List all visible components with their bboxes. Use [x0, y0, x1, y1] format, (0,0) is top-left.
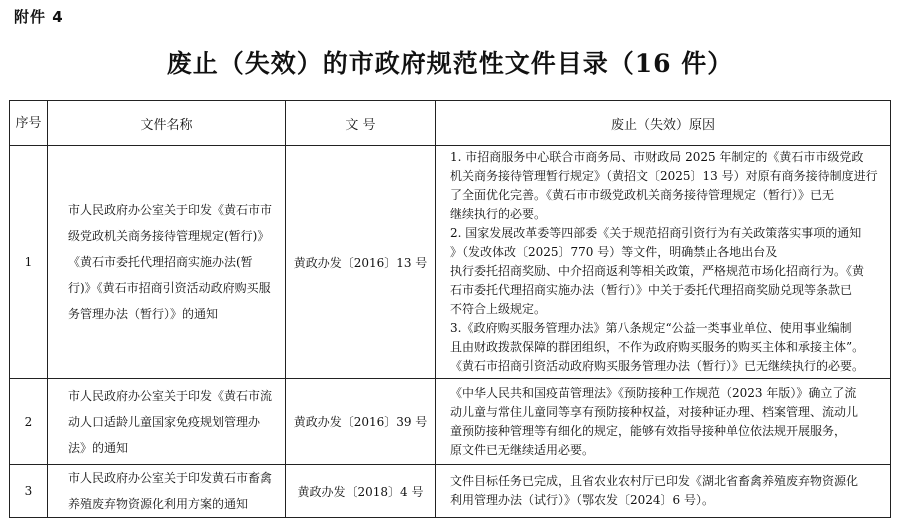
- abolished-documents-table: [9, 100, 891, 518]
- table-row: [10, 379, 891, 465]
- row-reason: [436, 146, 891, 379]
- row-name: 市人民政府办公室关于印发《黄石市市级党政机关商务接待管理规定(暂行)》《黄石市委托代理招商实施办法(暂行)》《黄石市招商引资活动政府购买服务管理办法（暂行）》的通知: [48, 146, 286, 379]
- reason-line: 了全面优化完善。《黄石市市级党政机关商务接待管理规定（暂行）》已无: [450, 188, 835, 202]
- reason-line: 《中华人民共和国疫苗管理法》《预防接种工作规范（2023 年版）》确立了流: [450, 385, 857, 400]
- document-title: 废止（失效）的市政府规范性文件目录（16 件）: [166, 49, 734, 78]
- attachment-label: 附件 4: [14, 8, 64, 26]
- reason-line: 3.《政府购买服务管理办法》第八条规定“公益一类事业单位、使用事业编制: [450, 321, 852, 335]
- header-name: 文件名称: [48, 101, 286, 146]
- reason-line: 执行委托招商奖励、中介招商返利等相关政策，严格规范市场化招商行为。《黄: [450, 264, 865, 278]
- header-doc-no: 文 号: [286, 101, 436, 146]
- row-reason: [436, 465, 891, 518]
- reason-line: 》（发改体改〔2025〕770 号）等文件，明确禁止各地出台及: [450, 245, 778, 259]
- reason-line: 继续执行的必要。: [450, 207, 547, 221]
- reason-line: 利用管理办法（试行）》（鄂农发〔2024〕6 号）。: [450, 493, 714, 507]
- reason-line: 机关商务接待管理暂行规定》（黄招文〔2025〕13 号）对原有商务接待制度进行: [450, 169, 878, 183]
- table-row: [10, 465, 891, 518]
- header-reason: 废止（失效）原因: [436, 101, 891, 146]
- header-no: 序号: [10, 101, 48, 146]
- reason-line: 文件目标任务已完成，且省农业农村厅已印发《湖北省畜禽养殖废弃物资源化: [450, 474, 859, 488]
- reason-line: 童预防接种管理等有细化的规定，能够有效指导接种单位依法规开展服务，: [450, 423, 847, 438]
- row-reason: [436, 379, 891, 465]
- reason-line: 原文件已无继续适用必要。: [450, 442, 595, 457]
- table-header-row: [10, 101, 891, 146]
- row-doc-no: 黄政办发〔2016〕13 号: [286, 146, 436, 379]
- reason-line: 不符合上级规定。: [450, 302, 547, 316]
- row-name: 市人民政府办公室关于印发黄石市畜禽养殖废弃物资源化利用方案的通知: [48, 465, 286, 518]
- row-no: 2: [10, 379, 48, 465]
- row-no: 1: [10, 146, 48, 379]
- row-name: 市人民政府办公室关于印发《黄石市流动人口适龄儿童国家免疫规划管理办法》的通知: [48, 379, 286, 465]
- row-no: 3: [10, 465, 48, 518]
- reason-line: 且由财政拨款保障的群团组织，不作为政府购买服务的购买主体和承接主体”。: [450, 340, 865, 354]
- table-row: [10, 146, 891, 379]
- row-doc-no: 黄政办发〔2018〕4 号: [286, 465, 436, 518]
- reason-line: 2. 国家发展改革委等四部委《关于规范招商引资行为有关政策落实事项的通知: [450, 226, 862, 240]
- reason-line: 动儿童与常住儿童同等享有预防接种权益，对接种证办理、档案管理、流动儿: [450, 404, 859, 419]
- row-doc-no: 黄政办发〔2016〕39 号: [286, 379, 436, 465]
- reason-line: 1. 市招商服务中心联合市商务局、市财政局 2025 年制定的《黄石市市级党政: [450, 150, 864, 164]
- reason-line: 石市委托代理招商实施办法（暂行）》中关于委托代理招商奖励兑现等条款已: [450, 283, 853, 297]
- reason-line: 《黄石市招商引资活动政府购买服务管理办法（暂行）》已无继续执行的必要。: [450, 359, 865, 373]
